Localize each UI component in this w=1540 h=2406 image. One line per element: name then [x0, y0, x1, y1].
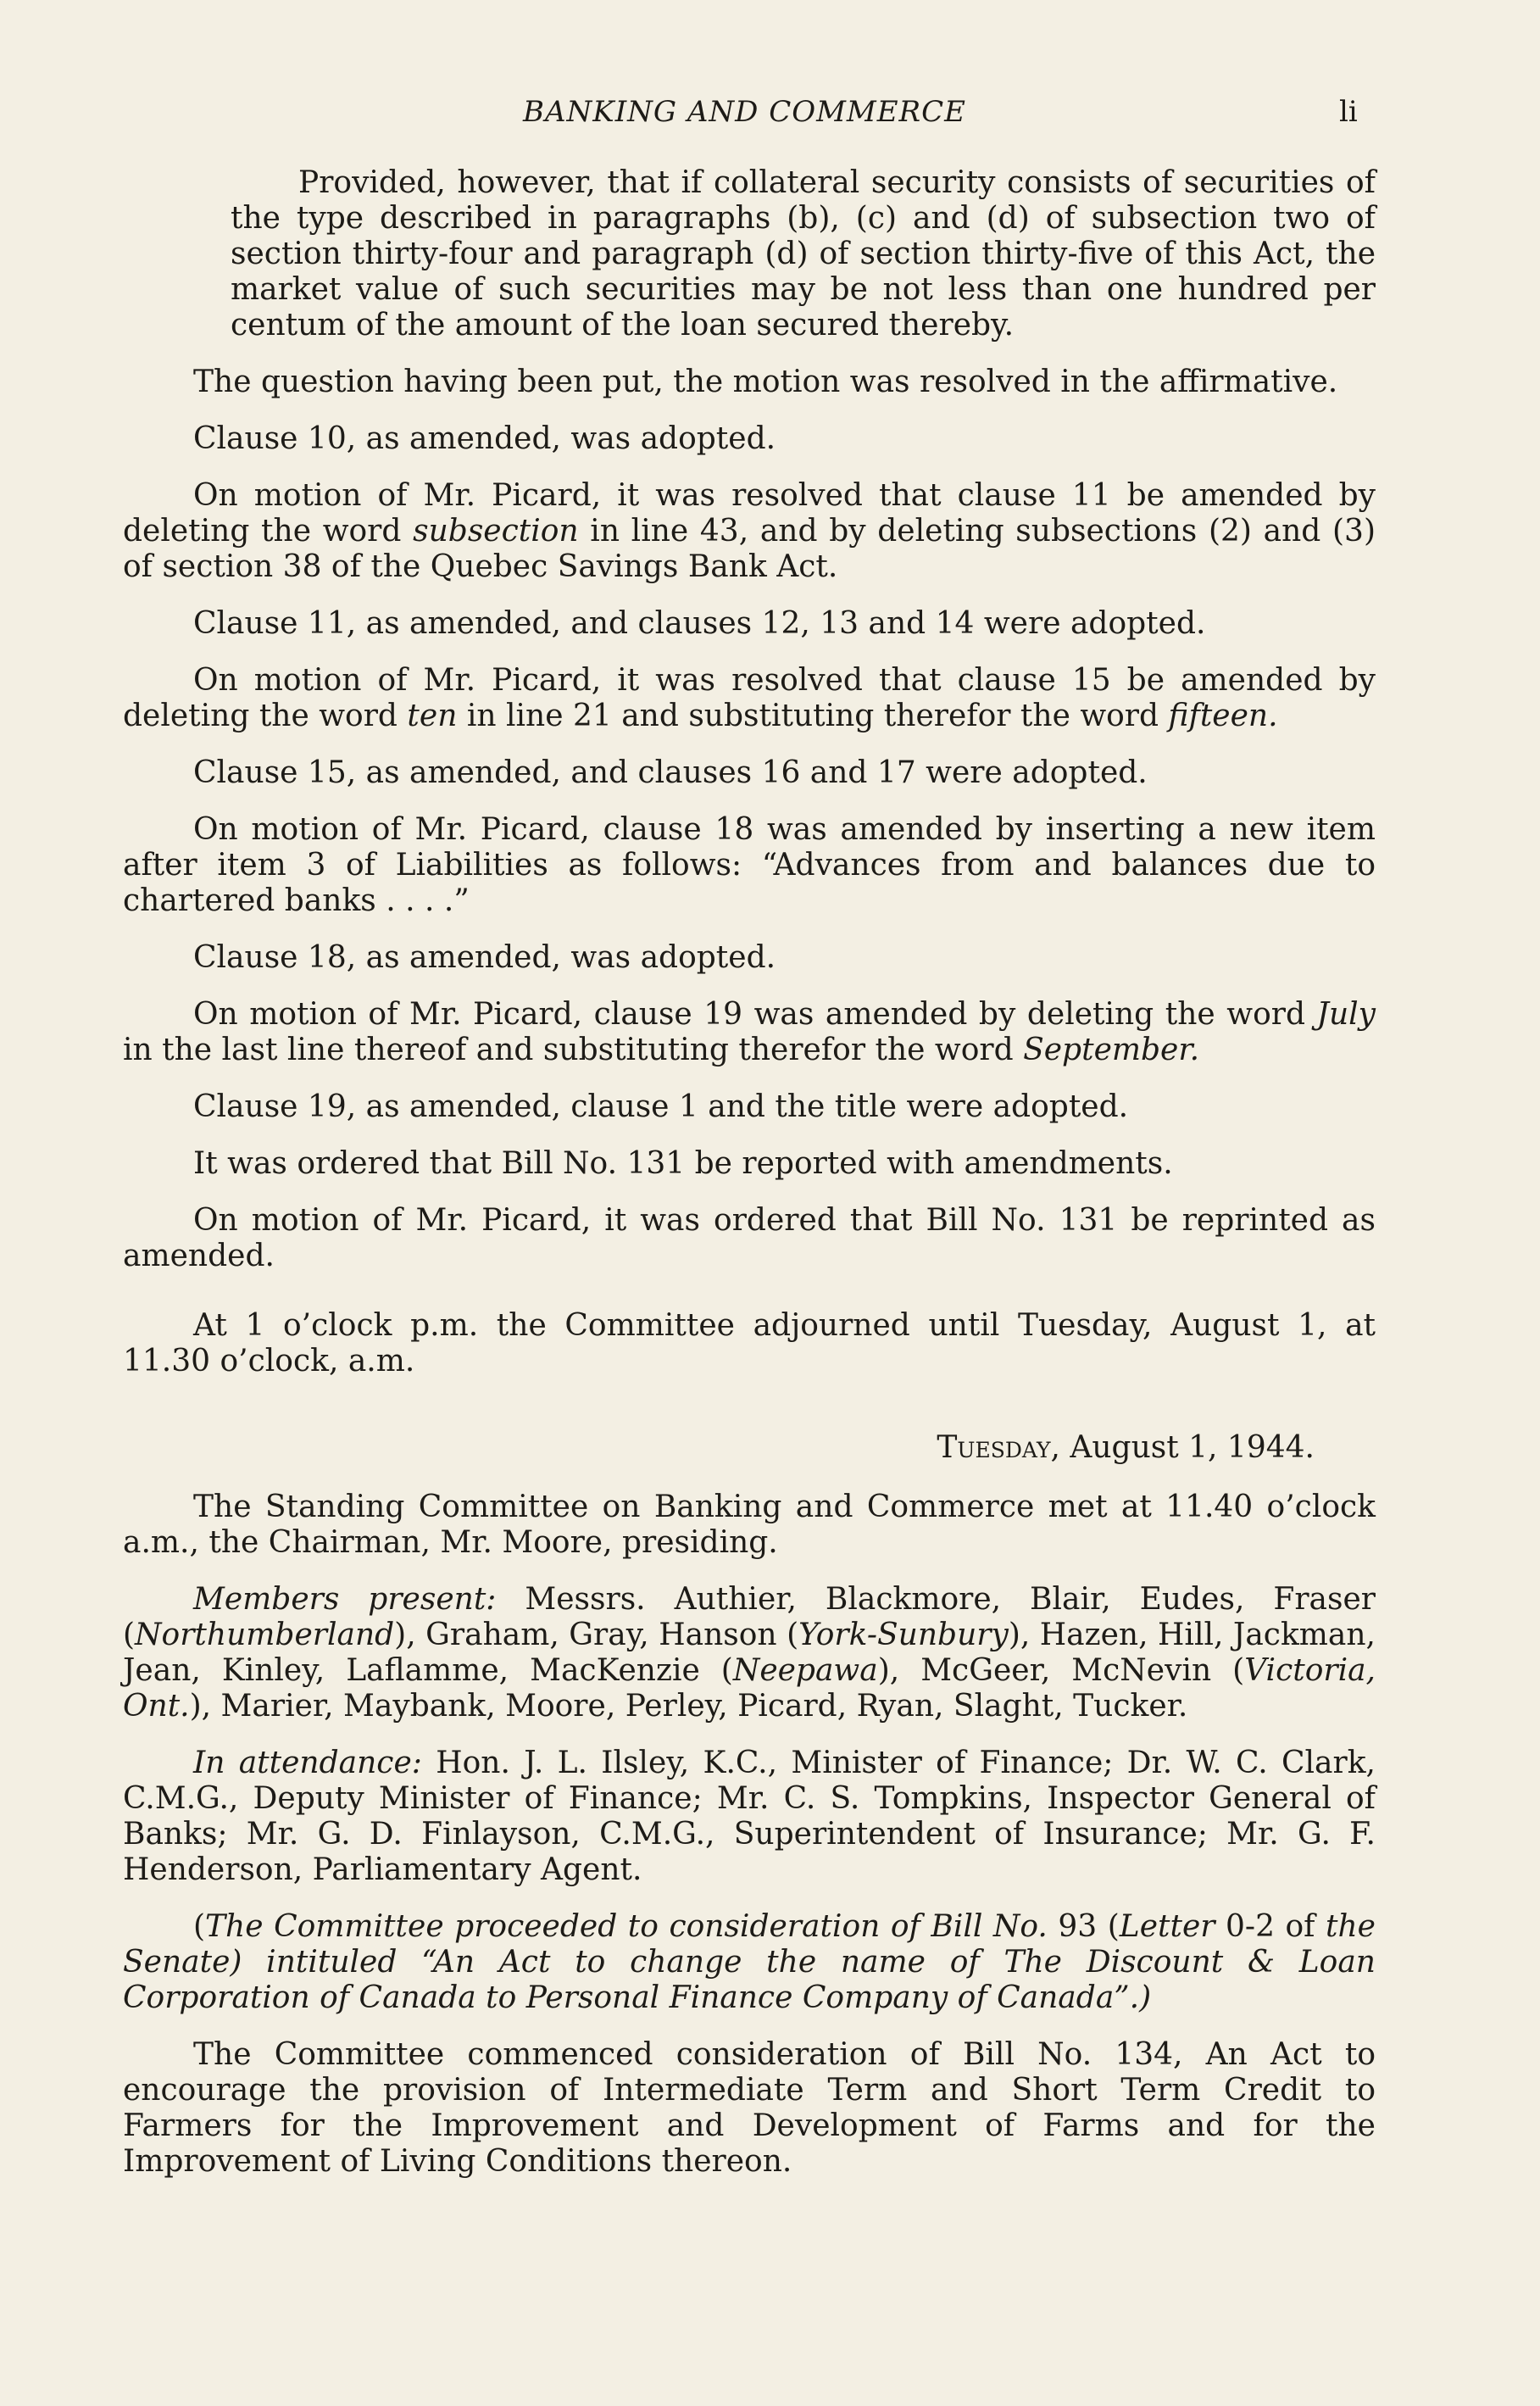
text: in the last line thereof and substituting therefor the word	[123, 1033, 1024, 1067]
text: On motion of Mr. Picard, it was resolved that clause 11 be amended by deleting the word	[123, 478, 1376, 549]
paragraph: The Committee commenced consideration of Bill No. 134, An Act to encourage the provision of Intermediate Term and Short Term Credit to Farmers for the Improvement and Development of Farms and for the Improvement of Living Conditions thereon.	[123, 2037, 1376, 2179]
paragraph	[123, 663, 1376, 734]
paragraph	[123, 997, 1376, 1068]
text: Messrs. Authier, Blackmore, Blair, Eudes, Fraser (	[123, 1582, 1376, 1652]
italic-text: Victoria, Ont.	[123, 1653, 1376, 1724]
italic-text: Northumberland	[135, 1618, 395, 1652]
text: (	[193, 1909, 206, 1944]
dateline-day: Tuesday	[937, 1430, 1051, 1465]
running-title: BANKING AND COMMERCE	[523, 95, 966, 129]
paragraph: Clause 15, as amended, and clauses 16 and 17 were adopted.	[193, 755, 1148, 790]
text: Hon. J. L. Ilsley, K.C., Minister of Finance; Dr. W. C. Clark, C.M.G., Deputy Minister of Finance; Mr. C. S. Tompkins, Inspector General of Banks; Mr. G. D. Finlayson, C.M.G., Superintendent of Insurance; Mr. G. F. Henderson, Parliamentary Agent.	[123, 1746, 1376, 1887]
text: ), Hazen, Hill, Jackman, Jean, Kinley, Laflamme, MacKenzie (	[123, 1618, 1376, 1688]
text: ), Marier, Maybank, Moore, Perley, Picard, Ryan, Slaght, Tucker.	[189, 1689, 1188, 1724]
italic-text: The Committee proceeded to consideration of Bill No.	[205, 1909, 1048, 1944]
text: 93 (	[1047, 1909, 1120, 1944]
italic-text: subsection	[413, 514, 579, 549]
italic-text: fifteen.	[1168, 699, 1278, 733]
paragraph: On motion of Mr. Picard, it was ordered that Bill No. 131 be reprinted as amended.	[123, 1203, 1376, 1273]
paragraph	[123, 478, 1376, 585]
italic-text: Letter	[1119, 1909, 1215, 1944]
italic-text: York-Sunbury	[798, 1618, 1009, 1652]
paragraph: The Standing Committee on Banking and Commerce met at 11.40 o’clock a.m., the Chairman, Mr. Moore, presiding.	[123, 1490, 1376, 1560]
page-body	[123, 165, 1376, 2201]
text: in line 43, and by deleting subsections (2) and (3) of section 38 of the Quebec Savings Bank Act.	[123, 514, 1376, 584]
paragraph: Clause 18, as amended, was adopted.	[193, 940, 776, 975]
attendance-label: In attendance:	[193, 1746, 422, 1780]
italic-text: ten	[407, 699, 458, 733]
session-dateline	[123, 1430, 1376, 1466]
committee-note	[123, 1909, 1376, 2016]
paragraph: Clause 11, as amended, and clauses 12, 13 and 14 were adopted.	[193, 606, 1206, 641]
text: 0-2 of	[1215, 1909, 1326, 1944]
proviso-quote: Provided, however, that if collateral security consists of securities of the type described in paragraphs (b), (c) and (d) of subsection two of section thirty-four and paragraph (d) of section thirty-five of this Act, the market value of such securities may be not less than one hundred per centum of the amount of the loan secured thereby.	[231, 165, 1376, 343]
text: On motion of Mr. Picard, clause 19 was amended by deleting the word	[193, 997, 1317, 1032]
paragraph: At 1 o’clock p.m. the Committee adjourned until Tuesday, August 1, at 11.30 o’clock, a.m.	[123, 1308, 1376, 1378]
page-number: li	[1339, 95, 1358, 129]
italic-text: July	[1316, 997, 1376, 1032]
dateline-date: , August 1, 1944.	[1050, 1430, 1315, 1465]
paragraph: On motion of Mr. Picard, clause 18 was amended by inserting a new item after item 3 of Liabilities as follows: “Advances from and balances due to chartered banks . . . .”	[123, 812, 1376, 918]
italic-text: Neepawa	[732, 1653, 878, 1688]
members-label: Members present:	[193, 1582, 497, 1617]
members-present	[123, 1582, 1376, 1724]
italic-text: September.	[1023, 1033, 1200, 1067]
paragraph: It was ordered that Bill No. 131 be reported with amendments.	[193, 1146, 1173, 1181]
text: ), Graham, Gray, Hanson (	[394, 1618, 799, 1652]
page-header	[0, 95, 1540, 137]
text: in line 21 and substituting therefor the word	[457, 699, 1169, 733]
text: On motion of Mr. Picard, it was resolved that clause 15 be amended by deleting the word	[123, 663, 1376, 733]
paragraph: Clause 10, as amended, was adopted.	[193, 421, 776, 456]
paragraph: The question having been put, the motion was resolved in the affirmative.	[193, 365, 1338, 399]
text: ), McGeer, McNevin (	[877, 1653, 1245, 1688]
in-attendance	[123, 1746, 1376, 1888]
italic-text: the Senate) intituled “An Act to change the name of The Discount & Loan Corporation of Canada to Personal Finance Company of Canada”.)	[123, 1909, 1376, 2015]
paragraph: Clause 19, as amended, clause 1 and the title were adopted.	[193, 1089, 1129, 1124]
